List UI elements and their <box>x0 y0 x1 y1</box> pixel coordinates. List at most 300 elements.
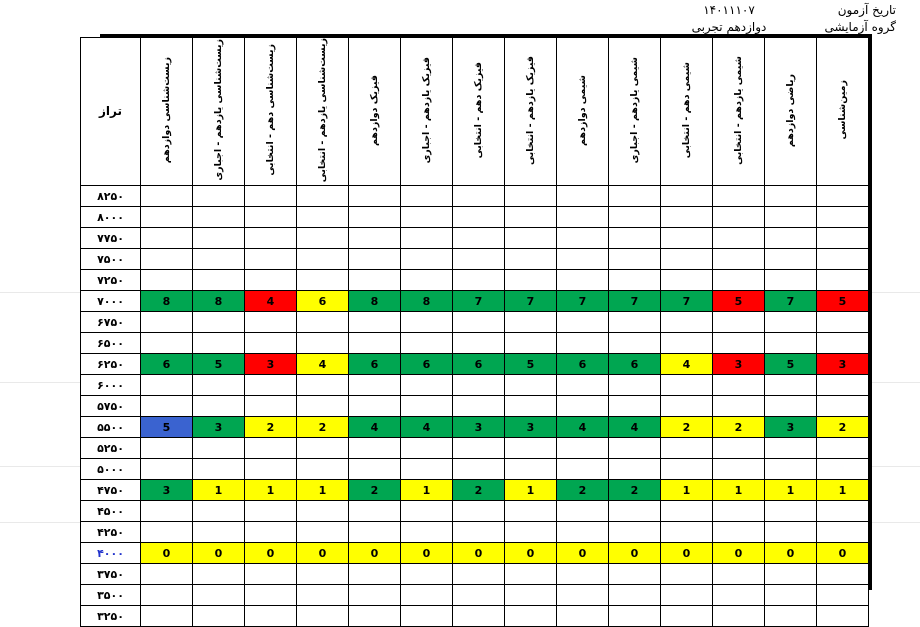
score-cell <box>297 249 349 270</box>
score-cell <box>557 438 609 459</box>
score-cell <box>453 564 505 585</box>
score-cell <box>505 438 557 459</box>
score-cell <box>661 207 713 228</box>
score-cell <box>505 375 557 396</box>
score-cell <box>609 396 661 417</box>
score-cell <box>713 312 765 333</box>
table-row <box>81 270 869 291</box>
taraz-cell: ۶۰۰۰ <box>81 375 141 396</box>
score-cell: 0 <box>453 543 505 564</box>
score-cell <box>817 585 869 606</box>
score-cell: 4 <box>297 354 349 375</box>
score-cell <box>193 396 245 417</box>
header-row-exam-date <box>476 2 896 19</box>
score-cell <box>713 249 765 270</box>
score-cell <box>609 438 661 459</box>
score-cell <box>609 501 661 522</box>
table-row <box>81 396 869 417</box>
score-cell <box>297 459 349 480</box>
column-header-subject <box>349 38 401 186</box>
score-cell <box>661 501 713 522</box>
score-cell <box>713 564 765 585</box>
exam-date-label: تاریخ آزمون <box>837 3 896 17</box>
score-cell <box>453 606 505 627</box>
table-row <box>81 312 869 333</box>
score-cell: 3 <box>453 417 505 438</box>
column-header-label: شیمی دهم - انتخابی <box>680 61 692 159</box>
score-cell: 3 <box>245 354 297 375</box>
score-cell: 0 <box>661 543 713 564</box>
table-body <box>81 186 869 627</box>
score-cell <box>297 186 349 207</box>
score-cell <box>505 207 557 228</box>
score-cell <box>661 606 713 627</box>
score-cell <box>349 375 401 396</box>
score-cell <box>245 249 297 270</box>
score-cell <box>141 459 193 480</box>
score-cell: 3 <box>713 354 765 375</box>
score-cell: 1 <box>297 480 349 501</box>
score-cell <box>453 459 505 480</box>
score-cell <box>765 459 817 480</box>
score-cell <box>505 228 557 249</box>
table-row <box>81 543 869 564</box>
score-cell <box>141 375 193 396</box>
score-cell <box>713 333 765 354</box>
score-cell <box>661 249 713 270</box>
score-cell <box>141 501 193 522</box>
score-cell <box>661 459 713 480</box>
score-cell <box>349 249 401 270</box>
score-cell <box>453 501 505 522</box>
score-cell <box>661 522 713 543</box>
score-cell <box>713 207 765 228</box>
taraz-cell: ۴۵۰۰ <box>81 501 141 522</box>
taraz-cell: ۳۲۵۰ <box>81 606 141 627</box>
score-cell <box>557 228 609 249</box>
score-cell: 0 <box>401 543 453 564</box>
score-cell <box>245 522 297 543</box>
score-cell: 6 <box>609 354 661 375</box>
score-cell <box>505 501 557 522</box>
score-cell <box>193 228 245 249</box>
table-row <box>81 228 869 249</box>
score-cell <box>557 522 609 543</box>
score-cell: 2 <box>453 480 505 501</box>
score-cell <box>505 270 557 291</box>
score-cell <box>765 333 817 354</box>
score-cell <box>193 270 245 291</box>
score-cell <box>141 396 193 417</box>
score-cell <box>609 333 661 354</box>
score-cell <box>557 396 609 417</box>
score-cell <box>557 375 609 396</box>
score-cell <box>557 207 609 228</box>
score-cell: 3 <box>193 417 245 438</box>
table-row <box>81 438 869 459</box>
score-cell <box>401 312 453 333</box>
score-cell <box>505 186 557 207</box>
column-header-subject <box>609 38 661 186</box>
score-cell <box>401 228 453 249</box>
score-cell <box>765 564 817 585</box>
column-header-subject <box>297 38 349 186</box>
taraz-cell: ۴۰۰۰ <box>81 543 141 564</box>
score-cell: 3 <box>765 417 817 438</box>
score-cell <box>817 501 869 522</box>
score-cell <box>609 270 661 291</box>
score-cell: 1 <box>661 480 713 501</box>
score-cell <box>765 522 817 543</box>
score-cell <box>661 270 713 291</box>
column-header-subject <box>245 38 297 186</box>
taraz-cell: ۷۷۵۰ <box>81 228 141 249</box>
score-cell <box>713 606 765 627</box>
score-cell <box>141 522 193 543</box>
score-cell <box>453 585 505 606</box>
score-cell <box>765 186 817 207</box>
column-header-label: شیمی یازدهم - انتخابی <box>732 55 744 165</box>
score-cell <box>505 312 557 333</box>
score-cell <box>297 564 349 585</box>
taraz-cell: ۶۷۵۰ <box>81 312 141 333</box>
score-cell: 5 <box>505 354 557 375</box>
score-cell: 1 <box>817 480 869 501</box>
score-cell: 1 <box>401 480 453 501</box>
score-cell: 2 <box>609 480 661 501</box>
score-cell <box>245 606 297 627</box>
score-cell <box>193 186 245 207</box>
score-cell <box>193 312 245 333</box>
score-cell <box>349 501 401 522</box>
score-table <box>80 37 869 627</box>
taraz-cell: ۵۲۵۰ <box>81 438 141 459</box>
score-cell <box>817 270 869 291</box>
score-cell <box>817 249 869 270</box>
score-cell <box>765 606 817 627</box>
score-cell: 0 <box>505 543 557 564</box>
score-cell <box>245 501 297 522</box>
score-cell <box>401 522 453 543</box>
table-header-row <box>81 38 869 186</box>
score-cell: 4 <box>245 291 297 312</box>
score-cell <box>765 375 817 396</box>
score-cell <box>817 312 869 333</box>
score-cell <box>401 564 453 585</box>
score-cell <box>141 270 193 291</box>
score-cell <box>817 207 869 228</box>
score-cell <box>817 186 869 207</box>
score-cell <box>609 249 661 270</box>
table-row <box>81 480 869 501</box>
column-header-label: زمین‌شناسی <box>836 80 848 140</box>
score-cell <box>401 459 453 480</box>
score-cell: 0 <box>141 543 193 564</box>
score-cell <box>349 228 401 249</box>
column-header-subject <box>817 38 869 186</box>
score-cell <box>609 375 661 396</box>
column-header-label: زیست‌شناسی یازدهم - انتخابی <box>316 38 328 183</box>
column-header-subject <box>505 38 557 186</box>
score-cell <box>609 522 661 543</box>
score-cell <box>661 438 713 459</box>
score-cell: 0 <box>557 543 609 564</box>
score-cell <box>349 564 401 585</box>
exam-group-value: دوازدهم تجربی <box>691 20 767 34</box>
score-cell <box>141 564 193 585</box>
score-cell <box>141 333 193 354</box>
score-cell: 2 <box>349 480 401 501</box>
column-header-label: فیزیک یازدهم - اجباری <box>420 56 432 164</box>
score-cell <box>713 270 765 291</box>
score-cell <box>401 501 453 522</box>
score-cell: 1 <box>505 480 557 501</box>
score-cell <box>245 333 297 354</box>
score-cell: 6 <box>453 354 505 375</box>
score-cell <box>141 312 193 333</box>
score-cell <box>193 333 245 354</box>
score-cell <box>505 522 557 543</box>
score-cell: 4 <box>349 417 401 438</box>
score-cell <box>141 438 193 459</box>
table-row <box>81 333 869 354</box>
score-cell: 6 <box>297 291 349 312</box>
column-header-subject <box>141 38 193 186</box>
score-cell <box>245 564 297 585</box>
score-cell: 5 <box>765 354 817 375</box>
taraz-cell: ۷۲۵۰ <box>81 270 141 291</box>
score-cell: 8 <box>401 291 453 312</box>
score-cell: 4 <box>661 354 713 375</box>
score-cell <box>297 396 349 417</box>
score-cell <box>245 186 297 207</box>
score-cell <box>245 585 297 606</box>
score-cell <box>661 186 713 207</box>
score-cell <box>765 585 817 606</box>
score-cell <box>765 312 817 333</box>
score-cell <box>349 207 401 228</box>
score-cell <box>401 375 453 396</box>
score-cell <box>349 333 401 354</box>
score-cell <box>401 207 453 228</box>
score-cell <box>245 312 297 333</box>
table-row <box>81 291 869 312</box>
score-cell <box>609 312 661 333</box>
score-cell <box>245 207 297 228</box>
score-cell <box>609 186 661 207</box>
score-cell <box>297 606 349 627</box>
table-row <box>81 417 869 438</box>
column-header-label: فیزیک یازدهم - انتخابی <box>524 55 536 165</box>
score-cell: 8 <box>141 291 193 312</box>
score-cell <box>557 501 609 522</box>
score-cell <box>193 585 245 606</box>
score-cell <box>297 228 349 249</box>
score-cell <box>141 186 193 207</box>
column-header-label: فیزیک دهم - انتخابی <box>472 61 484 159</box>
score-cell: 2 <box>297 417 349 438</box>
score-cell <box>557 312 609 333</box>
score-cell: 7 <box>661 291 713 312</box>
score-cell <box>557 564 609 585</box>
report-header <box>476 2 896 36</box>
table-row <box>81 375 869 396</box>
score-cell <box>297 585 349 606</box>
score-cell <box>245 396 297 417</box>
score-cell <box>141 228 193 249</box>
score-cell <box>193 501 245 522</box>
score-cell <box>661 396 713 417</box>
score-cell <box>349 312 401 333</box>
score-cell <box>661 564 713 585</box>
score-cell <box>557 270 609 291</box>
score-cell <box>297 375 349 396</box>
score-cell <box>453 312 505 333</box>
table-row <box>81 207 869 228</box>
score-cell: 7 <box>765 291 817 312</box>
score-cell: 6 <box>349 354 401 375</box>
score-cell <box>193 522 245 543</box>
score-cell <box>609 585 661 606</box>
score-cell <box>765 207 817 228</box>
score-cell <box>817 564 869 585</box>
score-cell: 2 <box>817 417 869 438</box>
score-cell <box>661 333 713 354</box>
score-cell: 0 <box>193 543 245 564</box>
score-cell: 0 <box>765 543 817 564</box>
score-cell <box>349 522 401 543</box>
exam-date-value: ۱۴۰۱۱۱۰۷ <box>703 3 755 17</box>
taraz-cell: ۸۰۰۰ <box>81 207 141 228</box>
taraz-cell: ۶۵۰۰ <box>81 333 141 354</box>
score-cell: 4 <box>401 417 453 438</box>
score-cell: 5 <box>141 417 193 438</box>
score-cell <box>765 228 817 249</box>
score-cell <box>557 459 609 480</box>
score-cell <box>245 375 297 396</box>
score-cell <box>453 270 505 291</box>
taraz-cell: ۴۲۵۰ <box>81 522 141 543</box>
score-cell <box>401 585 453 606</box>
score-cell <box>661 375 713 396</box>
taraz-cell: ۳۷۵۰ <box>81 564 141 585</box>
score-cell <box>349 459 401 480</box>
column-header-label: ریاضی دوازدهم <box>784 73 796 147</box>
score-cell: 7 <box>505 291 557 312</box>
score-cell <box>349 396 401 417</box>
score-cell <box>401 270 453 291</box>
score-cell <box>505 459 557 480</box>
score-cell: 1 <box>245 480 297 501</box>
score-cell <box>401 438 453 459</box>
column-header-label: شیمی یازدهم - اجباری <box>628 56 640 164</box>
score-cell <box>297 333 349 354</box>
score-cell <box>713 396 765 417</box>
score-cell <box>401 186 453 207</box>
taraz-cell: ۸۲۵۰ <box>81 186 141 207</box>
column-header-label: زیست‌شناسی دوازدهم <box>160 56 172 164</box>
score-cell <box>453 228 505 249</box>
score-cell <box>557 585 609 606</box>
score-cell <box>713 585 765 606</box>
score-cell: 2 <box>661 417 713 438</box>
score-cell <box>713 228 765 249</box>
score-cell: 2 <box>557 480 609 501</box>
score-cell: 6 <box>557 354 609 375</box>
score-cell <box>453 522 505 543</box>
column-header-taraz <box>81 38 141 186</box>
score-cell <box>245 270 297 291</box>
score-cell <box>609 606 661 627</box>
score-cell: 5 <box>817 291 869 312</box>
score-cell <box>297 522 349 543</box>
score-cell <box>765 249 817 270</box>
score-cell: 0 <box>349 543 401 564</box>
score-cell <box>193 207 245 228</box>
score-cell <box>817 459 869 480</box>
score-cell <box>765 270 817 291</box>
score-cell <box>713 501 765 522</box>
score-cell: 6 <box>141 354 193 375</box>
score-cell <box>557 186 609 207</box>
score-cell: 0 <box>713 543 765 564</box>
score-cell: 3 <box>505 417 557 438</box>
score-cell <box>453 249 505 270</box>
score-cell <box>765 501 817 522</box>
column-header-subject <box>661 38 713 186</box>
score-cell <box>817 438 869 459</box>
column-header-label: شیمی دوازدهم <box>576 74 588 146</box>
score-cell <box>141 207 193 228</box>
column-header-subject <box>557 38 609 186</box>
score-cell <box>453 438 505 459</box>
score-cell <box>661 312 713 333</box>
score-cell <box>297 207 349 228</box>
score-cell <box>193 249 245 270</box>
taraz-cell: ۵۰۰۰ <box>81 459 141 480</box>
score-cell <box>401 396 453 417</box>
score-cell <box>453 333 505 354</box>
table-row <box>81 564 869 585</box>
score-cell <box>141 606 193 627</box>
column-header-label: زیست‌شناسی یازدهم - اجباری <box>212 39 224 181</box>
score-cell <box>505 249 557 270</box>
score-cell <box>349 186 401 207</box>
score-cell <box>193 606 245 627</box>
score-cell <box>609 564 661 585</box>
taraz-cell: ۶۲۵۰ <box>81 354 141 375</box>
taraz-cell: ۵۷۵۰ <box>81 396 141 417</box>
score-cell <box>713 438 765 459</box>
score-cell: 3 <box>817 354 869 375</box>
score-cell: 2 <box>245 417 297 438</box>
taraz-cell: ۵۵۰۰ <box>81 417 141 438</box>
table-row <box>81 249 869 270</box>
score-cell: 7 <box>557 291 609 312</box>
score-cell: 8 <box>349 291 401 312</box>
column-header-subject <box>401 38 453 186</box>
score-cell: 6 <box>401 354 453 375</box>
score-cell: 0 <box>245 543 297 564</box>
score-cell <box>245 459 297 480</box>
column-header-label: زیست‌شناسی دهم - انتخابی <box>264 44 276 176</box>
score-cell <box>557 333 609 354</box>
score-cell <box>661 228 713 249</box>
column-header-label: تراز <box>99 104 122 119</box>
score-cell: 0 <box>609 543 661 564</box>
score-cell: 1 <box>193 480 245 501</box>
score-cell <box>505 333 557 354</box>
